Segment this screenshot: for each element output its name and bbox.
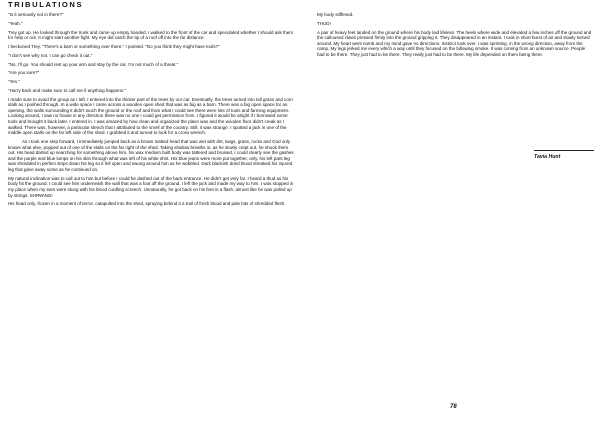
paragraph: THUD! (317, 20, 331, 26)
page-number: 78 (450, 404, 457, 410)
paragraph: "Is it seriously not in there?" (8, 12, 64, 17)
paragraph: As I took one step forward, I immediately jumped back as a brown matted head that was wet with dirt, twigs, grass, rocks and God only knows what else, popped out of one of the stalls on the far right of the shed. Taking shallow breaths in, as he slowly crept out, he shook them out. His head darted up searching for something above him, his wax medium built body was tattered and bruised, I could clearly see the gashes and the purple and blue lumps on his skin through what was left of his white shirt. His blue jeans were more put together, only, his left pant leg was shredded in perfect strips down his leg so it fell open and swung around him as he wobbled. Dark blackish dried blood streaked his injured leg that gave away some as he continued on. (8, 138, 294, 172)
paragraph: My natural inclination was to call out to him but before I could he dashed out of the back entrance. He didn't get very far. I heard a thud as his body hit the ground. I could see him underneath the wall that was a foot off the ground. I left the jack and made my way to him. I was stopped in my place when my ears were stung with his blood curdling screech. Unnaturally, he got back on his feet in a flash, almost like he was pulled up by strings. SHRWING! (8, 175, 294, 198)
paragraph: Trey got up. He looked through the trunk and came up empty handed. I walked to the front of the car and speculated whether I should ask them for help or not. It might start another fight. My eye did catch the tip of a roof off into the far distance. (8, 29, 294, 41)
signature-rule (534, 150, 594, 151)
paragraph: "No, I'll go. You should rest up your arm and stay by the car. I'm not much of a threat." (8, 61, 179, 67)
paragraph: "Yeah." (8, 20, 23, 26)
paragraph: My body stiffened. (317, 12, 354, 17)
paragraph: A pair of heavy feet landed on the ground where his body laid lifeless. The heels where wide and elevated a few inches off the ground and the calloused claws pressed firmly into the ground gripping it. They disappeared in an instant. I took in short burst of air and slowly turned around. My heart went numb and my mind gave no directions. Instinct took over. I was sprinting, in the wrong direction, away from the camp. My legs jerked me every which a way until they focused on the billowing smoke. It was coming from an unknown source. People had to be there. They just had to be there. They really just had to be there. My life depended on them being there. (317, 29, 592, 57)
paragraph: "I don't see why not. I can go check it out." (8, 52, 93, 58)
section-title: TRIBULATIONS (8, 0, 84, 9)
paragraph: I beckoned Trey. "There's a barn or something over there," I pointed. "Do you think they might have tools?" (8, 43, 220, 49)
left-column (8, 12, 294, 210)
right-column (317, 12, 593, 61)
paragraph: "Hurry back and make sure to call me if anything happens." (8, 87, 127, 93)
author-name: Tavia Hunt (534, 154, 561, 160)
paragraph: I made sure to avoid the group as I left. I entered into the thicker part of the trees by our car. Eventually, the trees turned into tall grass and corn stalk as I pushed through. In a wide space I came across a wooden open shed that was as big as a barn. There was a big open space for an opening, the walls surrounding it didn't touch the ground or the roof and from what I could see there were lots of tools and farming equipment. Looking around, I saw no house in any direction there was no one I could get permission from. I figured it would be alright if I borrowed some tools and brought it back later. I entered in. I was amazed by how clean and organized the place was and the wooden floor didn't creak as I walked. There was, however, a particular stench that I attributed to the smell of the country. Still, it was strange. I spotted a jack in one of the middle open stalls on the far left side of the shed. I grabbed it and turned to look for a cross wrench. (8, 96, 293, 136)
paragraph: His head only, frozen in a moment of terror, catapulted into the shed, spraying behind it a trail of fresh blood and pale bits of shredded flesh. (8, 201, 286, 207)
paragraph: "Yes." (8, 79, 20, 85)
author-signature (534, 150, 594, 172)
paragraph: "Are you sure?" (8, 70, 40, 76)
